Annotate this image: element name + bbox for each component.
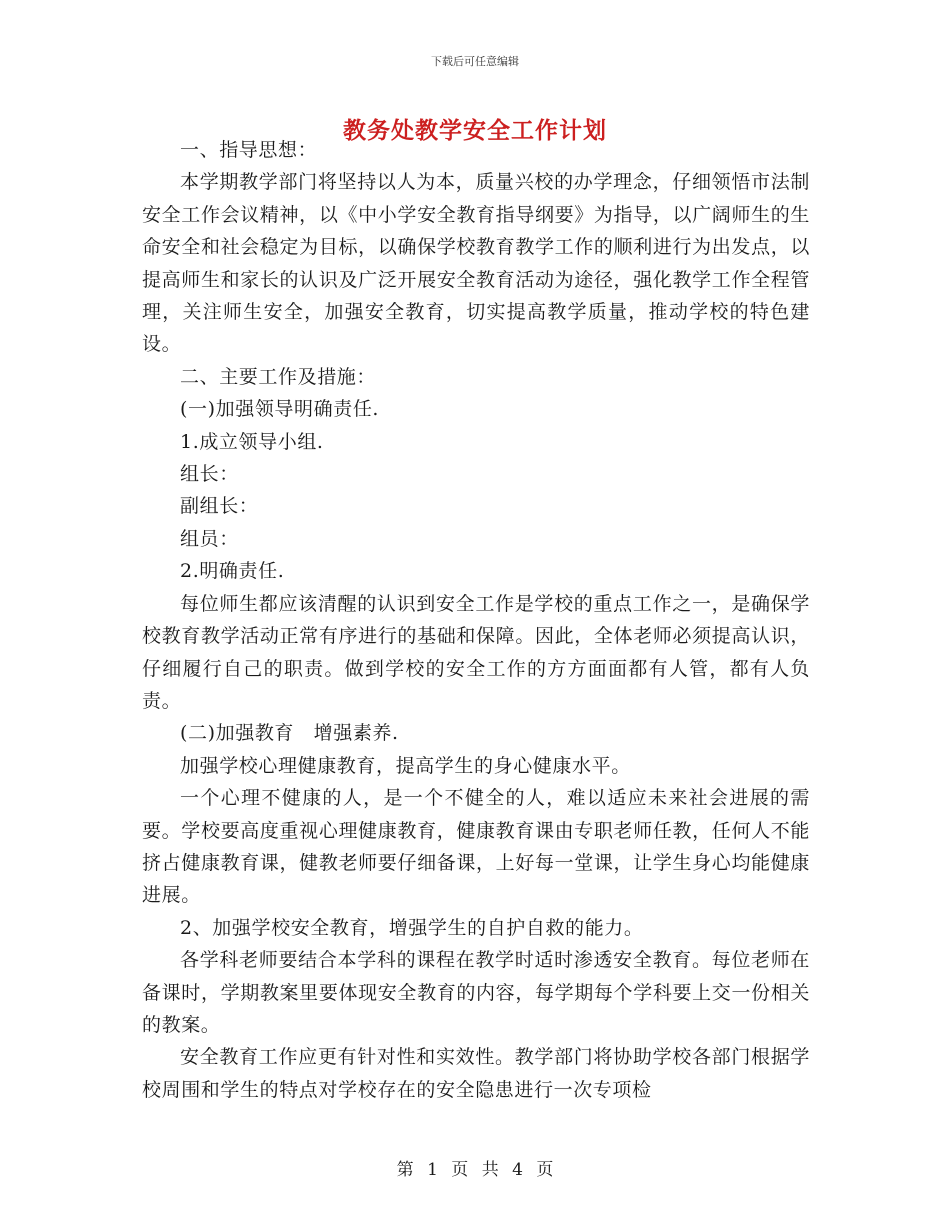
heading-main-work: 二、主要工作及措施： bbox=[180, 365, 377, 388]
paragraph-mental-health: 加强学校心理健康教育，提高学生的身心健康水平。 bbox=[180, 754, 631, 777]
subheading-leadership: (一)加强领导明确责任. bbox=[180, 398, 380, 421]
paragraph-mental-health-detail: 一个心理不健康的人，是一个不健全的人，难以适应未来社会进展的需要。学校要高度重视心理健康教育，健康教育课由专职老师任教，任何人不能挤占健康教育课，健教老师要仔细备课，上好每一堂课，让学生身心均能健康进展。 bbox=[142, 787, 810, 907]
subheading-education: (二)加强教育 增强素养. bbox=[180, 722, 399, 745]
item-group-members: 组员： bbox=[180, 527, 239, 550]
footer-total-word: 共 bbox=[481, 1160, 499, 1180]
item-group-leader: 组长： bbox=[180, 463, 239, 486]
footer-prefix: 第 bbox=[396, 1160, 414, 1180]
item-clarify-responsibility: 2.明确责任. bbox=[180, 560, 285, 583]
paragraph-targeted-safety: 安全教育工作应更有针对性和实效性。教学部门将协助学校各部门根据学校周围和学生的特点对学校存在的安全隐患进行一次专项检 bbox=[142, 1046, 810, 1101]
item-deputy-leader: 副组长： bbox=[180, 495, 259, 518]
footer-suffix: 页 bbox=[536, 1160, 554, 1180]
paragraph-responsibility: 每位师生都应该清醒的认识到安全工作是学校的重点工作之一，是确保学校教育教学活动正常有序进行的基础和保障。因此，全体老师必须提高认识，仔细履行自己的职责。做到学校的安全工作的方方面面都有人管，都有人负责。 bbox=[142, 592, 810, 712]
footer-page-word: 页 bbox=[451, 1160, 469, 1180]
heading-guiding-ideology: 一、指导思想： bbox=[180, 139, 318, 161]
paragraph-subject-teachers: 各学科老师要结合本学科的课程在教学时适时渗透安全教育。每位老师在备课时，学期教案里要体现安全教育的内容，每学期每个学科要上交一份相关的教案。 bbox=[142, 949, 810, 1036]
footer-total-pages: 4 bbox=[512, 1160, 523, 1180]
item-safety-education: 2、加强学校安全教育，增强学生的自护自救的能力。 bbox=[180, 916, 644, 939]
paragraph-intro: 本学期教学部门将坚持以人为本，质量兴校的办学理念，仔细领悟市法制安全工作会议精神，以《中小学安全教育指导纲要》为指导，以广阔师生的生命安全和社会稳定为目标，以确保学校教育教学工作的顺利进行为出发点，以提高师生和家长的认识及广泛开展安全教育活动为途径，强化教学工作全程管理，关注师生安全，加强安全教育，切实提高教学质量，推动学校的特色建设。 bbox=[142, 171, 810, 356]
header-note: 下载后可任意编辑 bbox=[431, 55, 519, 68]
document-body bbox=[142, 134, 810, 1106]
footer-page-number: 1 bbox=[427, 1160, 438, 1180]
page-footer bbox=[0, 1155, 950, 1180]
item-form-group: 1.成立领导小组. bbox=[180, 430, 324, 453]
document-title: 教务处教学安全工作计划 bbox=[343, 117, 607, 144]
